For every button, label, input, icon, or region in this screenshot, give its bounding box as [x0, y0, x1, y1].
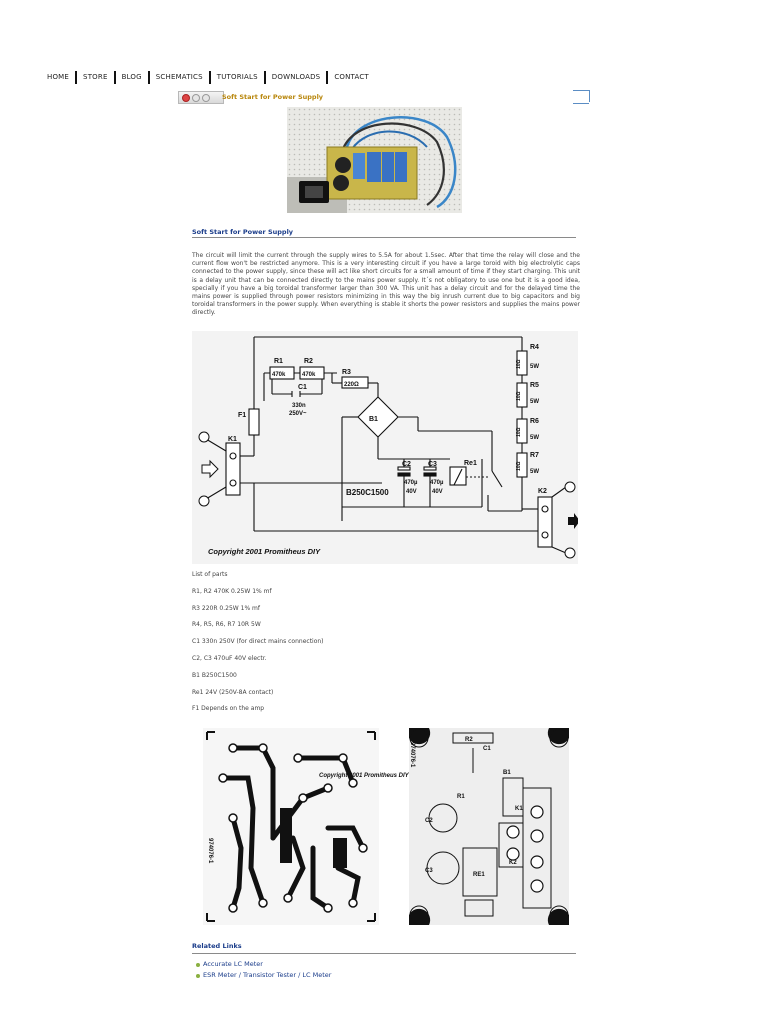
schem-label-r7-watt: 5W [530, 469, 539, 475]
bullet-icon [196, 963, 200, 967]
part-item: R3 220R 0.25W 1% mf [192, 604, 261, 612]
pcb-code-right: 974076-1 [409, 742, 415, 768]
pcb-label-r1: R1 [457, 794, 465, 800]
nav-separator [148, 71, 150, 84]
related-link-lc-meter[interactable]: Accurate LC Meter [203, 960, 263, 968]
pcb-code-left: 974076-1 [207, 838, 213, 864]
schem-label-b1: B1 [369, 416, 378, 423]
article-heading: Soft Start for Power Supply [192, 228, 294, 236]
schem-label-re1: Re1 [464, 460, 477, 467]
schem-label-r7: R7 [530, 452, 539, 459]
board-photo [287, 107, 462, 213]
part-item: C1 330n 250V (for direct mains connection) [192, 638, 324, 646]
nav-contact[interactable]: CONTACT [334, 73, 369, 81]
parts-heading: List of parts [192, 571, 228, 578]
schem-label-r3: R3 [342, 369, 351, 376]
pcb-label-k2: K2 [509, 860, 517, 866]
schem-copyright: Copyright 2001 Promitheus DIY [208, 547, 321, 556]
nav-separator [264, 71, 266, 84]
related-heading: Related Links [192, 942, 242, 950]
window-title: Soft Start for Power Supply [222, 93, 324, 101]
top-nav [44, 70, 372, 84]
schem-label-r1-value: 470k [272, 372, 286, 378]
window-corner-icon [573, 90, 590, 102]
nav-tutorials[interactable]: TUTORIALS [216, 73, 258, 81]
divider [192, 237, 576, 238]
nav-separator [209, 71, 211, 84]
schem-label-c3-voltage: 40V [432, 489, 443, 495]
schem-label-r3-value: 220Ω [344, 382, 359, 388]
schem-label-f1: F1 [238, 412, 247, 419]
schem-label-c1-voltage: 250V~ [289, 411, 307, 417]
schem-label-r1: R1 [274, 358, 283, 365]
pcb-label-c1: C1 [483, 746, 491, 752]
pcb-label-c2: C2 [425, 818, 433, 824]
schem-label-r6: R6 [530, 418, 539, 425]
schem-label-c3-value: 470µ [430, 480, 444, 486]
schem-label-r6-watt: 5W [530, 435, 539, 441]
schem-label-c2: C2 [402, 461, 411, 468]
pcb-label-r2: R2 [465, 737, 473, 743]
nav-separator [114, 71, 116, 84]
schem-label-r5-value: 10Ω [516, 391, 522, 401]
article-body: The circuit will limit the current through the supply wires to 5.5A for about 1.5sec. After that time the relay will close and the current flow won't be restricted anymore. This is a very interesting circuit if you have a large toroid with big electrolytic caps connected to the power supply, since these will act like short circuits for a small amount of time if they start charging. This unit is a delay unit that can be connected directly to the mains power supply. It´s not obligatory to use one but it is a good idea, specially if you have a big toroidal transformer larger than 300 VA. This unit has a delay circuit and for the delayed time the mains power is supplied through power resistors minimizing in this way the big inrush current due to big capacitors and big toroidal transformers in the power supply. When everything is stable it shorts the power resistors and supplies the mains power directly. [192, 252, 580, 317]
schem-label-r2-value: 470k [302, 372, 316, 378]
schem-label-r5-watt: 5W [530, 399, 539, 405]
part-item: R1, R2 470K 0.25W 1% mf [192, 587, 272, 595]
pcb-layout [203, 728, 569, 925]
nav-separator [75, 71, 77, 84]
close-icon[interactable] [182, 94, 190, 102]
schem-label-r6-value: 10Ω [516, 427, 522, 437]
pcb-copyright: Copyright 2001 Promitheus DIY [319, 773, 409, 779]
pcb-label-k1: K1 [515, 806, 523, 812]
related-link-item[interactable] [196, 959, 331, 970]
nav-schematics[interactable]: SCHEMATICS [155, 73, 203, 81]
divider [192, 953, 576, 954]
nav-separator [326, 71, 328, 84]
schem-label-r4-watt: 5W [530, 364, 539, 370]
minimize-icon[interactable] [192, 94, 200, 102]
nav-store[interactable]: STORE [83, 73, 108, 81]
schem-label-k2: K2 [538, 488, 547, 495]
nav-downloads[interactable]: DOWNLOADS [271, 73, 321, 81]
schem-label-r2: R2 [304, 358, 313, 365]
maximize-icon[interactable] [202, 94, 210, 102]
part-item: Re1 24V (250V-8A contact) [192, 688, 274, 696]
window-titlebar [178, 91, 224, 104]
schem-label-r4: R4 [530, 344, 539, 351]
schem-label-bridge: B250C1500 [346, 488, 389, 497]
schem-label-c2-voltage: 40V [406, 489, 417, 495]
related-link-item[interactable] [196, 970, 331, 981]
schem-label-c3: C3 [428, 461, 437, 468]
schem-label-c1: C1 [298, 384, 307, 391]
nav-blog[interactable]: BLOG [121, 73, 142, 81]
pcb-label-c3: C3 [425, 868, 433, 874]
circuit-schematic [192, 331, 578, 564]
related-links [196, 959, 331, 981]
schem-label-c1-value: 330n [292, 403, 306, 409]
part-item: C2, C3 470uF 40V electr. [192, 654, 267, 662]
bullet-icon [196, 974, 200, 978]
part-item: R4, R5, R6, R7 10R 5W [192, 621, 261, 629]
related-link-esr-meter[interactable]: ESR Meter / Transistor Tester / LC Meter [203, 971, 332, 979]
schem-label-k1: K1 [228, 436, 237, 443]
parts-list [192, 570, 324, 721]
schem-label-r5: R5 [530, 382, 539, 389]
pcb-label-re1: RE1 [473, 872, 485, 878]
part-item: B1 B250C1500 [192, 671, 237, 679]
part-item: F1 Depends on the amp [192, 705, 265, 713]
schem-label-r7-value: 10Ω [516, 461, 522, 471]
pcb-label-b1: B1 [503, 770, 511, 776]
nav-home[interactable]: HOME [47, 73, 70, 81]
schem-label-c2-value: 470µ [404, 480, 418, 486]
schem-label-r4-value: 10Ω [516, 359, 522, 369]
